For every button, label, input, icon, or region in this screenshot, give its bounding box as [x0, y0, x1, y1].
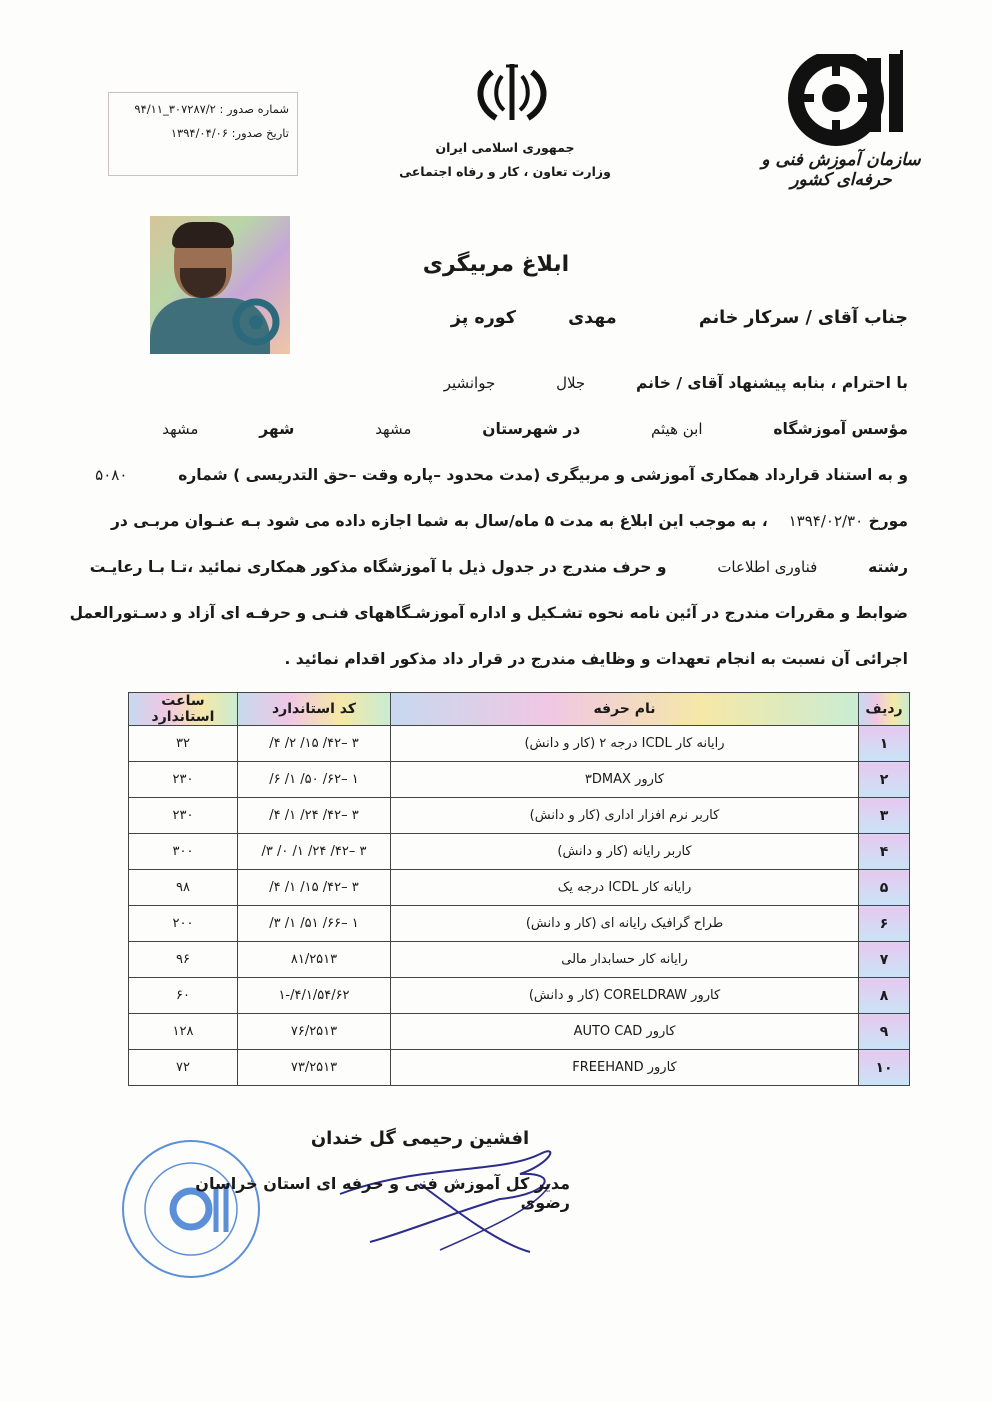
issue-number: ۳۰۷۲۸۷/۲_۹۴/۱۱	[134, 102, 216, 116]
institute-name: ابن هیثم	[651, 420, 703, 438]
recipient-first-name: مهدی	[568, 308, 617, 328]
standard-hours-cell: ۹۶	[129, 942, 238, 978]
standard-hours-cell: ۱۲۸	[129, 1014, 238, 1050]
county-label: در شهرستان	[482, 420, 581, 438]
standard-code-cell: ۱ –۶۲/ ۵۰/ ۱/ ۶/	[238, 762, 391, 798]
header-trade-name: نام حرفه	[391, 693, 859, 726]
standard-hours-cell: ۲۳۰	[129, 762, 238, 798]
table-row	[129, 726, 910, 762]
header-standard-code: کد استاندارد	[238, 693, 391, 726]
header-standard-hours: ساعت استاندارد	[129, 693, 238, 726]
row-number-cell: ۱۰	[859, 1050, 910, 1086]
standard-hours-cell: ۲۰۰	[129, 906, 238, 942]
field-text: و حرف مندرج در جدول ذیل با آموزشگاه مذکور همکاری نمائید ،تـا بـا رعایـت	[89, 558, 667, 576]
recipient-last-name: کوره پز	[450, 308, 516, 328]
table-row	[129, 942, 910, 978]
institute-label: مؤسس آموزشگاه	[773, 420, 908, 438]
table-row	[129, 870, 910, 906]
standard-code-cell: ۳ –۴۲/ ۱۵/ ۲/ ۴/	[238, 726, 391, 762]
document-title: ابلاغ مربیگری	[422, 252, 570, 277]
trade-name-cell: طراح گرافیک رایانه ای (کار و دانش)	[391, 906, 859, 942]
standard-hours-cell: ۳۰۰	[129, 834, 238, 870]
republic-heading	[390, 136, 620, 184]
trade-name-cell: کارور AUTO CAD	[391, 1014, 859, 1050]
field-name: فناوری اطلاعات	[717, 558, 818, 576]
issue-number-label: شماره صدور :	[219, 102, 289, 116]
proposal-text: با احترام ، بنابه پیشنهاد آقای / خانم	[636, 374, 908, 392]
issue-number-row	[117, 97, 289, 121]
permission-text: ، به موجب این ابلاغ به مدت ۵ ماه/سال به شما اجازه داده می شود بـه عنـوان مربـی در	[111, 512, 768, 530]
standard-code-cell: ۳ –۴۲/ ۱۵/ ۱/ ۴/	[238, 870, 391, 906]
standard-code-cell: ۷۶/۲۵۱۳	[238, 1014, 391, 1050]
signatory-title: مدیر کل آموزش فنی و حرفه ای استان خراسان رضوی	[195, 1174, 570, 1212]
standard-code-cell: ۱ –۶۶/ ۵۱/ ۱/ ۳/	[238, 906, 391, 942]
trade-name-cell: کارور FREEHAND	[391, 1050, 859, 1086]
proposer-first-name: جلال	[556, 374, 586, 392]
table-header-row	[129, 693, 910, 726]
contract-number: ۵۰۸۰	[95, 466, 128, 484]
standard-code-cell: ۴/۱/۵۴/۶۲/-۱	[238, 978, 391, 1014]
salutation: جناب آقای / سرکار خانم	[698, 308, 908, 328]
proposer-last-name: جوانشیر	[443, 374, 496, 392]
trade-name-cell: کاربر رایانه (کار و دانش)	[391, 834, 859, 870]
final-line: اجرائی آن نسبت به انجام تعهدات و وظایف مندرج در قرار داد مذکور اقدام نمائید .	[284, 650, 908, 668]
rules-line: ضوابط و مقررات مندرج در آئین نامه نحوه تشـکیل و اداره آموزشـگاههای فنـی و حرفـه ای آزاد و دسـتورالعمل	[69, 604, 908, 622]
standard-hours-cell: ۲۳۰	[129, 798, 238, 834]
date-line	[111, 512, 908, 530]
standard-hours-cell: ۹۸	[129, 870, 238, 906]
row-number-cell: ۸	[859, 978, 910, 1014]
republic-name: جمهوری اسلامی ایران	[435, 140, 575, 155]
field-label: رشته	[868, 558, 908, 576]
contract-line	[95, 466, 908, 484]
table-row	[129, 1050, 910, 1086]
row-number-cell: ۶	[859, 906, 910, 942]
row-number-cell: ۳	[859, 798, 910, 834]
standard-code-cell: ۷۳/۲۵۱۳	[238, 1050, 391, 1086]
standard-code-cell: ۳ –۴۲/ ۲۴/ ۱/ ۰/ ۳/	[238, 834, 391, 870]
standard-code-cell: ۳ –۴۲/ ۲۴/ ۱/ ۴/	[238, 798, 391, 834]
trade-name-cell: رایانه کار ICDL درجه یک	[391, 870, 859, 906]
trade-name-cell: کارور CORELDRAW (کار و دانش)	[391, 978, 859, 1014]
trade-name-cell: کارور ۳DMAX	[391, 762, 859, 798]
city-label: شهر	[259, 420, 295, 438]
contract-text: و به استناد قرارداد همکاری آموزشی و مربیگری (مدت محدود –پاره وقت –حق التدریسی ) شماره	[178, 466, 908, 484]
standard-hours-cell: ۳۲	[129, 726, 238, 762]
row-number-cell: ۴	[859, 834, 910, 870]
signatory-name: افشین رحیمی گل خندان	[310, 1128, 530, 1149]
table-row	[129, 1014, 910, 1050]
table-row	[129, 906, 910, 942]
ministry-name: وزارت تعاون ، کار و رفاه اجتماعی	[399, 164, 611, 179]
portrait-photo	[150, 216, 290, 354]
table-row	[129, 834, 910, 870]
issue-date-row	[117, 121, 289, 145]
issue-date-label: تاریخ صدور:	[231, 126, 289, 140]
county-name: مشهد	[375, 420, 412, 438]
standard-code-cell: ۸۱/۲۵۱۳	[238, 942, 391, 978]
table-row	[129, 762, 910, 798]
tvto-logo-icon	[778, 36, 908, 146]
institute-line	[162, 420, 908, 438]
city-name: مشهد	[162, 420, 199, 438]
recipient-line	[451, 308, 908, 328]
table-row	[129, 798, 910, 834]
row-number-cell: ۲	[859, 762, 910, 798]
iran-emblem-icon	[462, 58, 562, 128]
trade-name-cell: رایانه کار حسابدار مالی	[391, 942, 859, 978]
table-row	[129, 978, 910, 1014]
organization-name: سازمان آموزش فنی و حرفه‌ای کشور	[761, 150, 921, 190]
photo-stamp-icon	[228, 294, 284, 350]
row-number-cell: ۵	[859, 870, 910, 906]
issue-date: ۱۳۹۴/۰۴/۰۶	[170, 126, 229, 140]
date-label: مورخ	[868, 512, 908, 530]
row-number-cell: ۷	[859, 942, 910, 978]
standards-table	[128, 692, 910, 1086]
header-row-number: ردیف	[859, 693, 910, 726]
contract-date: ۱۳۹۴/۰۲/۳۰	[788, 512, 864, 530]
row-number-cell: ۱	[859, 726, 910, 762]
trade-name-cell: کاربر نرم افزار اداری (کار و دانش)	[391, 798, 859, 834]
row-number-cell: ۹	[859, 1014, 910, 1050]
standard-hours-cell: ۶۰	[129, 978, 238, 1014]
issue-info-box	[108, 92, 298, 176]
trade-name-cell: رایانه کار ICDL درجه ۲ (کار و دانش)	[391, 726, 859, 762]
proposal-line	[444, 374, 908, 392]
standard-hours-cell: ۷۲	[129, 1050, 238, 1086]
field-line	[90, 558, 908, 576]
